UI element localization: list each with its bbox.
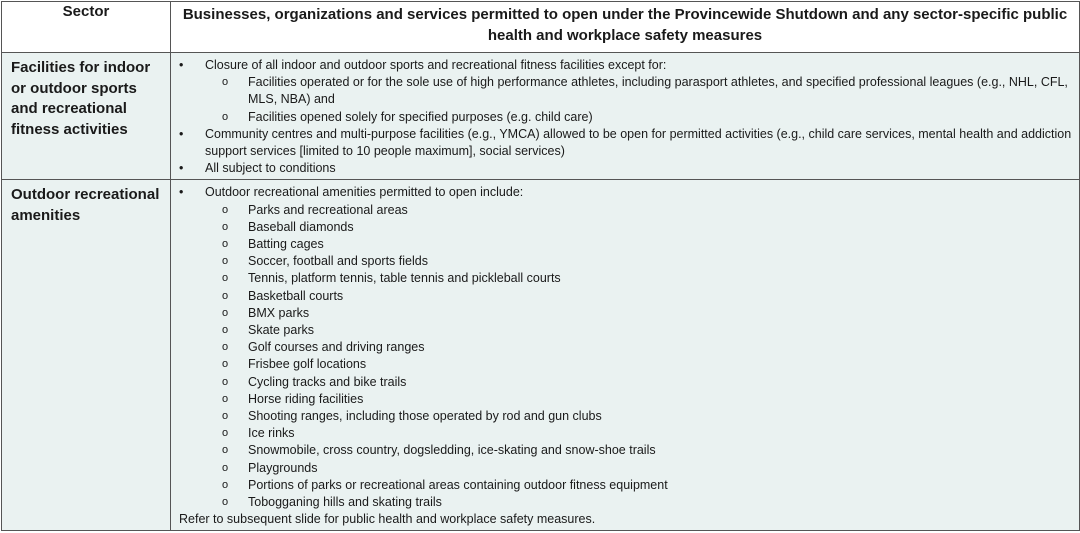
sub-list-item (177, 236, 1073, 253)
circle-bullet-icon: o (222, 203, 229, 216)
item-text: Closure of all indoor and outdoor sports and recreational fitness facilities except for: (205, 58, 667, 72)
circle-bullet-icon: o (222, 461, 229, 474)
sub-list-item (177, 202, 1073, 219)
circle-bullet-icon: o (222, 478, 229, 491)
bullet-icon: • (179, 161, 184, 176)
sub-list-item (177, 339, 1073, 356)
sector-column-header: Sector (2, 2, 171, 53)
circle-bullet-icon: o (222, 358, 229, 371)
item-text: Parks and recreational areas (248, 202, 408, 217)
circle-bullet-icon: o (222, 496, 229, 509)
list-item (177, 184, 1073, 201)
circle-bullet-icon: o (222, 306, 229, 319)
header-row (2, 2, 1080, 53)
circle-bullet-icon: o (222, 110, 229, 123)
circle-bullet-icon: o (222, 444, 229, 457)
item-text: Skate parks (248, 323, 315, 338)
sub-list-item (177, 442, 1073, 459)
bullet-icon: • (179, 126, 184, 141)
item-text: Frisbee golf locations (248, 357, 367, 372)
sub-list-item (177, 253, 1073, 270)
footnote: Refer to subsequent slide for public health and workplace safety measures. (179, 512, 596, 527)
sector-cell: Outdoor recreational amenities (2, 180, 171, 531)
list-item (177, 57, 1073, 74)
item-text: Horse riding facilities (248, 391, 364, 406)
permitted-cell (171, 180, 1080, 531)
item-text: All subject to conditions (205, 161, 336, 176)
sub-list-item (177, 425, 1073, 442)
circle-bullet-icon: o (222, 238, 229, 251)
circle-bullet-icon: o (222, 427, 229, 440)
item-text: Soccer, football and sports fields (248, 254, 428, 269)
item-text: Outdoor recreational amenities permitted to open include: (205, 185, 524, 200)
item-text: Playgrounds (248, 460, 318, 475)
item-text: Portions of parks or recreational areas containing outdoor fitness equipment (248, 477, 668, 492)
item-text: Facilities opened solely for specified purposes (e.g. child care) (248, 109, 593, 124)
sub-list-item (177, 356, 1073, 373)
list-item (177, 126, 1073, 160)
circle-bullet-icon: o (222, 220, 229, 233)
circle-bullet-icon: o (222, 255, 229, 268)
sub-list-item (177, 219, 1073, 236)
bullet-icon: • (179, 185, 184, 200)
bullet-icon: • (179, 58, 184, 72)
sub-list-item (177, 408, 1073, 425)
sub-list-item (177, 109, 1073, 126)
item-text: Snowmobile, cross country, dogsledding, ice-skating and snow-shoe trails (248, 443, 656, 458)
item-text: Cycling tracks and bike trails (248, 374, 407, 389)
item-text: Batting cages (248, 237, 324, 252)
item-text: BMX parks (248, 305, 310, 320)
circle-bullet-icon: o (222, 375, 229, 388)
sub-list-item (177, 477, 1073, 494)
sector-cell: Facilities for indoor or outdoor sports and recreational fitness activities (2, 53, 171, 180)
circle-bullet-icon: o (222, 272, 229, 285)
table-row (2, 53, 1080, 180)
sub-list-item (177, 322, 1073, 339)
sector-table (1, 1, 1080, 531)
sub-list-item (177, 288, 1073, 305)
table-row (2, 180, 1080, 531)
sub-list-item (177, 74, 1073, 108)
permitted-cell (171, 53, 1080, 180)
item-text: Golf courses and driving ranges (248, 340, 425, 355)
item-text: Tennis, platform tennis, table tennis and pickleball courts (248, 271, 561, 286)
sub-list-item (177, 460, 1073, 477)
sub-list-item (177, 305, 1073, 322)
item-text: Community centres and multi-purpose facilities (e.g., YMCA) allowed to be open for permitted activities (e.g., child care services, mental health and addiction support services [limited to 10 people maximum], social services) (205, 126, 1072, 159)
circle-bullet-icon: o (222, 410, 229, 423)
circle-bullet-icon: o (222, 324, 229, 337)
circle-bullet-icon: o (222, 289, 229, 302)
sub-list-item (177, 494, 1073, 511)
circle-bullet-icon: o (222, 76, 229, 89)
list-item (177, 160, 1073, 177)
sub-list-item (177, 270, 1073, 287)
item-text: Basketball courts (248, 288, 344, 303)
permitted-column-header: Businesses, organizations and services permitted to open under the Provincewide Shutdown and any sector-specific public health and workplace safety measures (171, 2, 1080, 53)
item-text: Baseball diamonds (248, 219, 354, 234)
amenity-list (177, 202, 1073, 512)
item-text: Ice rinks (248, 426, 295, 441)
sub-list-item (177, 391, 1073, 408)
item-text: Tobogganing hills and skating trails (248, 495, 442, 510)
circle-bullet-icon: o (222, 341, 229, 354)
circle-bullet-icon: o (222, 392, 229, 405)
sub-list-item (177, 374, 1073, 391)
item-text: Facilities operated or for the sole use of high performance athletes, including parasport athletes, and specified professional leagues (e.g., NHL, CFL, MLS, NBA) and (248, 75, 1068, 107)
item-text: Shooting ranges, including those operated by rod and gun clubs (248, 409, 602, 424)
